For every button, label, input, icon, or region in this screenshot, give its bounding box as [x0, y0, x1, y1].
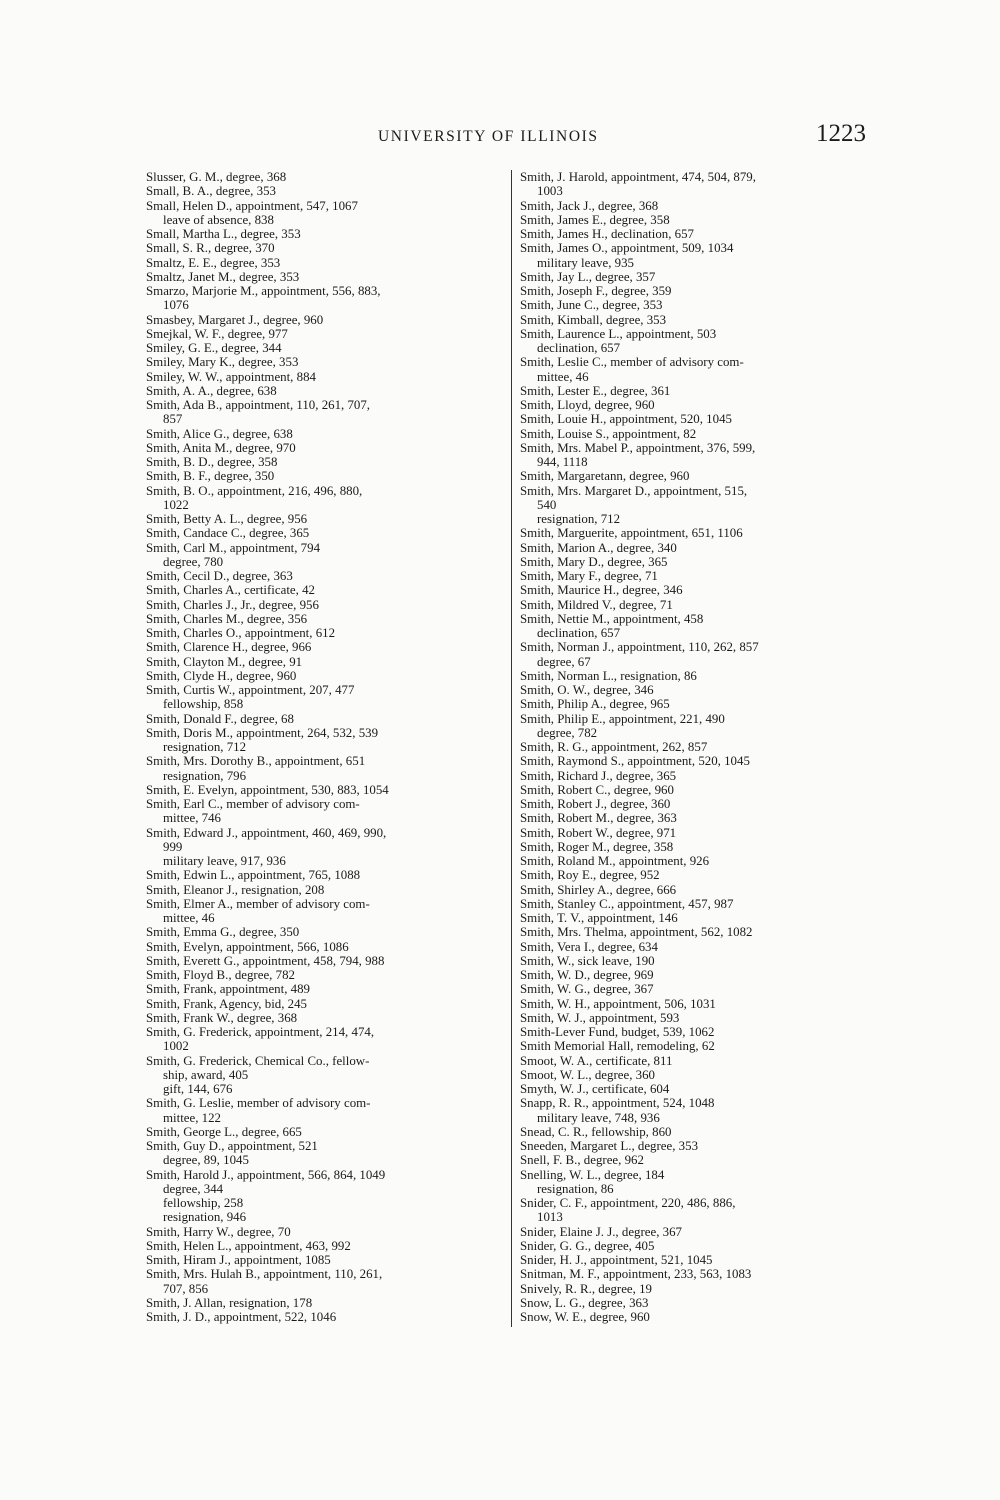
index-entry — [520, 1196, 886, 1225]
index-entry — [146, 1225, 502, 1239]
index-entry-heading: Smith, Harold J., appointment, 566, 864, 1049 — [146, 1167, 386, 1182]
index-entry — [146, 355, 502, 369]
index-entry-heading: Smith, G. Frederick, appointment, 214, 474, — [146, 1025, 375, 1039]
index-entry-heading: Smith, Frank, appointment, 489 — [146, 982, 310, 997]
index-entry-heading: Smith, Marguerite, appointment, 651, 1106 — [520, 526, 743, 541]
index-entry-heading: Smith, W., sick leave, 190 — [520, 953, 655, 968]
index-entry-subline: degree, 67 — [537, 654, 591, 669]
index-entry-heading: Smith, Charles O., appointment, 612 — [146, 626, 336, 640]
index-entry — [146, 469, 502, 483]
index-entry — [146, 826, 502, 869]
index-entry — [520, 683, 886, 697]
index-entry — [146, 954, 502, 968]
index-entry-heading: Smith, Everett G., appointment, 458, 794, 988 — [146, 953, 385, 968]
index-entry-heading: Smith, Mrs. Hulah B., appointment, 110, 261, — [146, 1267, 383, 1282]
index-entry — [146, 655, 502, 669]
index-entry — [520, 1125, 886, 1139]
index-entry — [146, 669, 502, 683]
index-entry-heading: Smith, James E., degree, 358 — [520, 212, 670, 227]
index-entry — [146, 897, 502, 926]
index-entry-heading: Smith, Edwin L., appointment, 765, 1088 — [146, 868, 361, 883]
index-entry — [146, 1168, 502, 1225]
index-entry-heading: Smiley, G. E., degree, 344 — [146, 341, 282, 355]
index-entry-subline: fellowship, 858 — [163, 697, 244, 712]
index-entry — [520, 1139, 886, 1153]
index-entry-heading: Smith, Marion A., degree, 340 — [520, 540, 677, 555]
index-entry-subline: 857 — [163, 412, 183, 427]
index-entry-heading: Smith, Helen L., appointment, 463, 992 — [146, 1238, 351, 1253]
index-entry — [520, 1011, 886, 1025]
index-entry-heading: Smith, Frank, Agency, bid, 245 — [146, 996, 308, 1011]
index-entry — [520, 170, 886, 199]
index-entry-heading: Smith, Mrs. Margaret D., appointment, 515, — [520, 483, 748, 498]
index-entry-subline: declination, 657 — [537, 341, 621, 355]
index-entry — [520, 398, 886, 412]
running-title: UNIVERSITY OF ILLINOIS — [378, 128, 599, 145]
index-entry — [146, 398, 502, 427]
index-entry-heading: Smith, Hiram J., appointment, 1085 — [146, 1253, 331, 1267]
index-entry — [520, 1082, 886, 1096]
index-entry-heading: Smoot, W. A., certificate, 811 — [520, 1053, 673, 1068]
index-entry-heading: Smith, Joseph F., degree, 359 — [520, 284, 672, 298]
index-entry — [146, 455, 502, 469]
index-entry — [520, 227, 886, 241]
index-entry-subline: military leave, 748, 936 — [537, 1110, 660, 1125]
index-entry-subline: fellowship, 258 — [163, 1196, 244, 1210]
index-entry — [520, 897, 886, 911]
index-entry-subline: degree, 780 — [163, 554, 224, 569]
index-entry-heading: Smith, Louie H., appointment, 520, 1045 — [520, 412, 732, 427]
index-entry — [146, 712, 502, 726]
index-entry — [520, 313, 886, 327]
index-entry-heading: Smith, Mrs. Thelma, appointment, 562, 1082 — [520, 925, 753, 940]
index-entry — [146, 997, 502, 1011]
index-entry — [520, 484, 886, 527]
index-entry — [520, 840, 886, 854]
index-entry-heading: Smith, Jack J., degree, 368 — [520, 198, 659, 213]
index-entry — [146, 1125, 502, 1139]
index-entry — [146, 427, 502, 441]
index-entry — [520, 427, 886, 441]
index-entry — [520, 954, 886, 968]
index-entry-heading: Sneeden, Margaret L., degree, 353 — [520, 1139, 699, 1153]
index-entry-subline: resignation, 86 — [537, 1181, 614, 1196]
index-entry-subline: degree, 782 — [537, 725, 598, 740]
index-entry-subline: military leave, 935 — [537, 255, 635, 270]
index-entry-heading: Smith, Clyde H., degree, 960 — [146, 668, 297, 683]
index-entry — [146, 1139, 502, 1168]
index-entry-heading: Smyth, W. J., certificate, 604 — [520, 1082, 670, 1096]
index-entry-heading: Smith, Shirley A., degree, 666 — [520, 882, 677, 897]
index-entry — [146, 1310, 502, 1324]
index-entry — [520, 526, 886, 540]
index-entry — [146, 241, 502, 255]
index-entry-subline: degree, 344 — [163, 1181, 224, 1196]
index-entry-heading: Smith, B. O., appointment, 216, 496, 880, — [146, 483, 363, 498]
index-entry — [520, 911, 886, 925]
index-entry-heading: Smasbey, Margaret J., degree, 960 — [146, 312, 324, 327]
index-entry — [520, 883, 886, 897]
index-entry-heading: Smith, Robert W., degree, 971 — [520, 825, 677, 840]
index-entry-heading: Smith, Jay L., degree, 357 — [520, 269, 656, 284]
index-entry-subline: 1013 — [537, 1210, 563, 1225]
index-entry-heading: Smith, B. D., degree, 358 — [146, 455, 278, 469]
index-entry — [520, 612, 886, 641]
index-entry-heading: Smith, Philip A., degree, 965 — [520, 697, 670, 712]
index-entry-heading: Smith, B. F., degree, 350 — [146, 469, 275, 484]
index-entry-subline: 1003 — [537, 184, 563, 199]
index-entry — [520, 997, 886, 1011]
index-entry — [520, 826, 886, 840]
index-entry-heading: Smith, G. Leslie, member of advisory com- — [146, 1096, 371, 1111]
index-entry — [520, 697, 886, 711]
index-entry — [520, 968, 886, 982]
index-entry — [146, 541, 502, 570]
index-entry-heading: Snider, Elaine J. J., degree, 367 — [520, 1224, 683, 1239]
index-entry-heading: Smith, Mrs. Dorothy B., appointment, 651 — [146, 754, 366, 769]
index-entry-subline: degree, 89, 1045 — [163, 1153, 249, 1168]
index-entry-heading: Smith, G. Frederick, Chemical Co., fellow- — [146, 1053, 370, 1068]
index-entry-heading: Smith, E. Evelyn, appointment, 530, 883, 1054 — [146, 782, 389, 797]
index-entry-heading: Smith, Stanley C., appointment, 457, 987 — [520, 896, 734, 911]
index-entry — [146, 184, 502, 198]
index-entry — [146, 227, 502, 241]
index-entry-heading: Smith, Robert C., degree, 960 — [520, 782, 674, 797]
index-entry-heading: Smith, Charles A., certificate, 42 — [146, 583, 315, 598]
index-entry-heading: Smith, Louise S., appointment, 82 — [520, 426, 697, 441]
index-entry — [146, 1296, 502, 1310]
index-entry-heading: Smith, O. W., degree, 346 — [520, 683, 654, 697]
index-entry-heading: Snider, H. J., appointment, 521, 1045 — [520, 1253, 713, 1267]
index-entry-heading: Smith, Norman J., appointment, 110, 262, 857 — [520, 640, 759, 655]
index-entry-heading: Smith, Maurice H., degree, 346 — [520, 583, 683, 598]
index-entry-heading: Smith, Kimball, degree, 353 — [520, 312, 667, 327]
index-entry-heading: Smith, Mary D., degree, 365 — [520, 554, 668, 569]
index-entry-heading: Smiley, W. W., appointment, 884 — [146, 369, 316, 384]
index-entry-heading: Smith, Leslie C., member of advisory com- — [520, 355, 744, 370]
index-entry-heading: Smith, Clarence H., degree, 966 — [146, 640, 312, 655]
index-entry — [520, 569, 886, 583]
index-entry-heading: Smith, Emma G., degree, 350 — [146, 925, 300, 940]
index-entry-heading: Smith, Guy D., appointment, 521 — [146, 1139, 318, 1153]
index-entry-heading: Smith, Candace C., degree, 365 — [146, 526, 310, 541]
index-entry-heading: Smith, Harry W., degree, 70 — [146, 1224, 291, 1239]
index-entry-subline: ship, award, 405 — [163, 1067, 249, 1082]
index-entry-heading: Smith, Frank W., degree, 368 — [146, 1010, 298, 1025]
index-entry-heading: Small, B. A., degree, 353 — [146, 184, 276, 199]
index-entry — [146, 313, 502, 327]
index-entry-heading: Smith, Laurence L., appointment, 503 — [520, 326, 717, 341]
index-entry — [146, 754, 502, 783]
index-entry-heading: Smith, Earl C., member of advisory com- — [146, 797, 360, 811]
index-entry — [520, 1296, 886, 1310]
index-entry — [146, 1253, 502, 1267]
index-entry — [520, 1239, 886, 1253]
index-entry — [146, 1267, 502, 1296]
index-entry — [520, 940, 886, 954]
index-entry-heading: Smith, T. V., appointment, 146 — [520, 911, 678, 925]
index-entry-subline: 944, 1118 — [537, 455, 588, 469]
index-entry — [520, 982, 886, 996]
index-entry — [146, 384, 502, 398]
index-entry-heading: Snead, C. R., fellowship, 860 — [520, 1124, 672, 1139]
index-entry-heading: Smith, Mary F., degree, 71 — [520, 569, 658, 583]
index-entry-heading: Smith, Elmer A., member of advisory com- — [146, 896, 370, 911]
index-entry — [520, 199, 886, 213]
index-entry — [520, 1267, 886, 1281]
index-entry — [146, 925, 502, 939]
index-entry — [146, 583, 502, 597]
index-entry-heading: Smith, Lloyd, degree, 960 — [520, 398, 655, 412]
index-entry-subline: 1076 — [163, 298, 189, 313]
index-entry — [520, 811, 886, 825]
index-entry — [520, 298, 886, 312]
index-entry-heading: Smith, A. A., degree, 638 — [146, 383, 277, 398]
index-entry — [520, 412, 886, 426]
index-entry — [146, 626, 502, 640]
index-entry-heading: Smith, Betty A. L., degree, 956 — [146, 512, 308, 526]
index-entry-heading: Smith, Roland M., appointment, 926 — [520, 854, 710, 868]
index-entry-heading: Smith, Lester E., degree, 361 — [520, 383, 671, 398]
index-entry — [520, 740, 886, 754]
index-entry-heading: Smith, Eleanor J., resignation, 208 — [146, 882, 325, 897]
index-entry — [520, 541, 886, 555]
index-entry-heading: Smith, Vera I., degree, 634 — [520, 939, 658, 954]
index-entry — [146, 341, 502, 355]
index-entry-heading: Smith Memorial Hall, remodeling, 62 — [520, 1039, 715, 1054]
index-entry-heading: Small, Martha L., degree, 353 — [146, 227, 301, 241]
index-entry — [146, 512, 502, 526]
index-entry-heading: Smith, Mrs. Mabel P., appointment, 376, 599, — [520, 440, 756, 455]
index-entry-heading: Snitman, M. F., appointment, 233, 563, 1083 — [520, 1267, 752, 1282]
index-entry — [520, 555, 886, 569]
index-entry-heading: Snider, C. F., appointment, 220, 486, 886, — [520, 1196, 736, 1210]
index-entry — [520, 327, 886, 356]
index-entry-heading: Smiley, Mary K., degree, 353 — [146, 355, 299, 370]
index-entry-subline: 999 — [163, 839, 183, 854]
index-entry — [520, 1039, 886, 1053]
index-entry — [520, 1253, 886, 1267]
index-entry — [520, 854, 886, 868]
index-entry — [520, 1282, 886, 1296]
index-entry — [520, 1168, 886, 1197]
index-entry-heading: Smith, Roy E., degree, 952 — [520, 868, 660, 883]
index-entry-subline: 1022 — [163, 497, 189, 512]
index-entry-heading: Snively, R. R., degree, 19 — [520, 1281, 652, 1296]
index-entry — [146, 940, 502, 954]
index-entry — [146, 783, 502, 797]
index-entry — [520, 598, 886, 612]
index-entry — [146, 797, 502, 826]
index-entry — [146, 726, 502, 755]
index-entry-heading: Snow, L. G., degree, 363 — [520, 1295, 649, 1310]
index-entry — [520, 1025, 886, 1039]
index-entry-heading: Smith, Edward J., appointment, 460, 469, 990, — [146, 825, 387, 840]
index-entry — [520, 1225, 886, 1239]
index-entry-heading: Smith, Anita M., degree, 970 — [146, 440, 296, 455]
index-entry — [520, 1310, 886, 1324]
index-entry — [146, 199, 502, 228]
index-entry-subline: leave of absence, 838 — [163, 212, 274, 227]
index-entry-subline: 707, 856 — [163, 1281, 209, 1296]
index-entry — [520, 640, 886, 669]
running-head — [0, 122, 1000, 152]
index-entry-heading: Smejkal, W. F., degree, 977 — [146, 326, 288, 341]
index-entry-heading: Smith, W. D., degree, 969 — [520, 968, 654, 982]
index-entry-heading: Smith, Philip E., appointment, 221, 490 — [520, 711, 725, 726]
index-entry-heading: Snelling, W. L., degree, 184 — [520, 1167, 665, 1182]
index-entry-heading: Snapp, R. R., appointment, 524, 1048 — [520, 1096, 715, 1111]
index-entry — [146, 256, 502, 270]
index-entry — [146, 982, 502, 996]
index-entry-heading: Smaltz, Janet M., degree, 353 — [146, 269, 300, 284]
index-entry-heading: Smith, W. H., appointment, 506, 1031 — [520, 996, 716, 1011]
index-entry — [520, 270, 886, 284]
index-entry-heading: Smith, Richard J., degree, 365 — [520, 768, 677, 783]
index-entry-heading: Smith, Mildred V., degree, 71 — [520, 597, 673, 612]
index-entry-heading: Smith, Roger M., degree, 358 — [520, 839, 674, 854]
index-entry-heading: Smith, June C., degree, 353 — [520, 298, 663, 313]
index-entry — [146, 1239, 502, 1253]
index-entry — [146, 598, 502, 612]
index-entry — [146, 170, 502, 184]
index-entry-heading: Smith, Charles J., Jr., degree, 956 — [146, 597, 319, 612]
index-entry-heading: Smith, Doris M., appointment, 264, 532, 539 — [146, 725, 379, 740]
index-entry-subline: declination, 657 — [537, 626, 621, 640]
index-entry-heading: Smith, Cecil D., degree, 363 — [146, 569, 293, 583]
index-entry-heading: Smith, George L., degree, 665 — [146, 1124, 302, 1139]
index-entry-subline: resignation, 946 — [163, 1210, 247, 1225]
index-entry-heading: Smith, R. G., appointment, 262, 857 — [520, 740, 708, 754]
index-entry — [146, 1011, 502, 1025]
index-entry — [146, 270, 502, 284]
index-entry-heading: Smith, Raymond S., appointment, 520, 1045 — [520, 754, 750, 769]
index-entry — [146, 1025, 502, 1054]
index-entry — [146, 526, 502, 540]
index-entry-heading: Snider, G. G., degree, 405 — [520, 1238, 655, 1253]
index-entry-subline: resignation, 712 — [163, 740, 247, 754]
index-entry-heading: Slusser, G. M., degree, 368 — [146, 170, 287, 184]
index-entry-heading: Smith, J. Harold, appointment, 474, 504, 879, — [520, 170, 756, 184]
index-entry-heading: Small, Helen D., appointment, 547, 1067 — [146, 198, 358, 213]
index-entry-heading: Smith, J. D., appointment, 522, 1046 — [146, 1310, 337, 1324]
index-entry-heading: Smith, Clayton M., degree, 91 — [146, 654, 303, 669]
index-entry — [520, 441, 886, 470]
index-entry-heading: Smarzo, Marjorie M., appointment, 556, 883, — [146, 284, 381, 298]
index-entry-heading: Small, S. R., degree, 370 — [146, 241, 275, 256]
index-entry — [520, 241, 886, 270]
index-entry-heading: Smith, Margaretann, degree, 960 — [520, 469, 690, 484]
index-entry — [146, 612, 502, 626]
index-entry — [146, 327, 502, 341]
index-entry — [520, 925, 886, 939]
index-entry-heading: Smaltz, E. E., degree, 353 — [146, 255, 281, 270]
index-entry — [520, 1096, 886, 1125]
index-entry-heading: Smith, James O., appointment, 509, 1034 — [520, 241, 734, 256]
index-entry — [520, 783, 886, 797]
index-entry-heading: Smith-Lever Fund, budget, 539, 1062 — [520, 1025, 715, 1039]
index-entry-subline: 1002 — [163, 1039, 189, 1054]
index-entry — [520, 1054, 886, 1068]
index-entry — [146, 1096, 502, 1125]
index-entry — [520, 754, 886, 768]
index-entry — [520, 583, 886, 597]
index-entry-heading: Smith, Nettie M., appointment, 458 — [520, 611, 704, 626]
index-entry-heading: Smith, W. G., degree, 367 — [520, 982, 654, 997]
index-entry-heading: Smith, Norman L., resignation, 86 — [520, 668, 697, 683]
index-entry-subline: military leave, 917, 936 — [163, 854, 286, 868]
index-entry-heading: Smith, W. J., appointment, 593 — [520, 1010, 680, 1025]
index-entry-heading: Smith, James H., declination, 657 — [520, 227, 695, 241]
index-entry-heading: Smith, Donald F., degree, 68 — [146, 711, 294, 726]
index-entry-heading: Smith, Evelyn, appointment, 566, 1086 — [146, 939, 349, 954]
index-entry — [146, 1054, 502, 1097]
index-entry-subline: mittee, 46 — [537, 369, 589, 384]
index-entry — [520, 469, 886, 483]
index-entry-heading: Smith, Charles M., degree, 356 — [146, 611, 308, 626]
index-entry-subline: gift, 144, 676 — [163, 1082, 233, 1096]
index-entry-heading: Smith, Floyd B., degree, 782 — [146, 968, 295, 982]
index-entry — [520, 284, 886, 298]
index-entry-heading: Smith, Ada B., appointment, 110, 261, 707, — [146, 398, 371, 412]
index-entry-heading: Smith, Carl M., appointment, 794 — [146, 540, 321, 555]
index-entry-subline: mittee, 46 — [163, 911, 215, 925]
index-entry-subline: 540 — [537, 497, 557, 512]
index-entry-heading: Snow, W. E., degree, 960 — [520, 1310, 650, 1324]
index-entry — [520, 712, 886, 741]
index-entry-heading: Smith, Robert J., degree, 360 — [520, 797, 671, 811]
index-entry-heading: Smoot, W. L., degree, 360 — [520, 1067, 655, 1082]
index-entry — [146, 868, 502, 882]
index-column-left — [146, 170, 502, 1324]
index-entry — [146, 883, 502, 897]
index-entry — [146, 284, 502, 313]
index-entry — [146, 683, 502, 712]
index-entry — [520, 868, 886, 882]
index-entry — [146, 441, 502, 455]
index-entry-subline: resignation, 712 — [537, 512, 621, 526]
index-entry — [146, 968, 502, 982]
index-entry-subline: resignation, 796 — [163, 768, 247, 783]
index-entry — [520, 355, 886, 384]
index-entry — [520, 1153, 886, 1167]
index-entry-subline: mittee, 122 — [163, 1110, 221, 1125]
index-entry-heading: Smith, J. Allan, resignation, 178 — [146, 1295, 313, 1310]
index-entry — [520, 669, 886, 683]
index-entry-heading: Snell, F. B., degree, 962 — [520, 1153, 644, 1168]
index-entry — [520, 769, 886, 783]
index-column-right — [520, 170, 886, 1324]
page-number: 1223 — [816, 120, 866, 147]
index-entry — [146, 640, 502, 654]
index-entry — [520, 1068, 886, 1082]
index-entry — [146, 569, 502, 583]
index-entry-heading: Smith, Robert M., degree, 363 — [520, 811, 677, 826]
column-divider — [511, 170, 512, 1327]
index-entry — [520, 213, 886, 227]
index-entry — [146, 370, 502, 384]
index-entry — [520, 797, 886, 811]
index-entry-subline: mittee, 746 — [163, 811, 221, 826]
index-entry-heading: Smith, Curtis W., appointment, 207, 477 — [146, 683, 355, 697]
index-entry-heading: Smith, Alice G., degree, 638 — [146, 426, 293, 441]
index-entry — [520, 384, 886, 398]
index-entry — [146, 484, 502, 513]
